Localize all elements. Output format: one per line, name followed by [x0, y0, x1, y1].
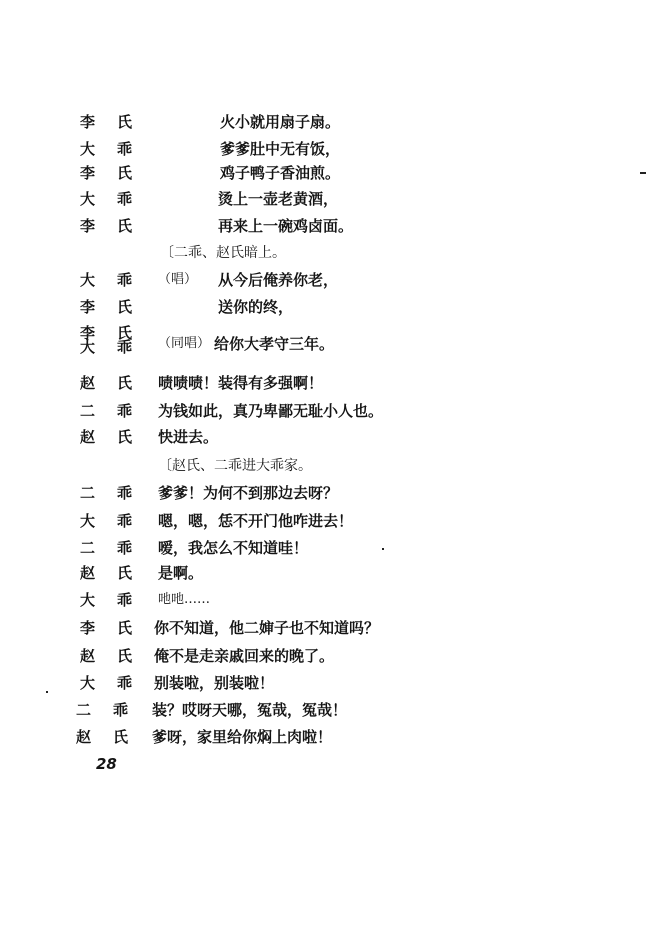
dialogue-line [0, 670, 655, 696]
dialogue-text: 爹爹肚中无有饭， [220, 140, 341, 158]
speaker-name: 大乖 [80, 271, 155, 289]
speaker-name: 大乖 [80, 190, 155, 208]
speaker-name: 赵氏 [80, 564, 155, 582]
speaker-name: 二乖 [76, 701, 151, 719]
dialogue-line [0, 109, 655, 135]
speaker-name: 大乖 [80, 140, 155, 158]
dialogue-text: 爹呀，家里给你焖上肉啦！ [152, 728, 333, 746]
dialogue-line [0, 267, 655, 293]
dialogue-text: 别装啦，别装啦！ [154, 674, 275, 692]
stage-direction-line [0, 453, 655, 479]
dialogue-text: 吔吔…… [158, 592, 211, 607]
singing-direction: （唱） [158, 272, 198, 287]
dialogue-text: 嗯，嗯，恁不开门他咋进去！ [158, 512, 354, 530]
dialogue-text: 爹爹！为何不到那边去呀？ [158, 484, 339, 502]
dialogue-text: 你不知道，他二婶子也不知道吗？ [154, 619, 380, 637]
dialogue-line [0, 186, 655, 212]
speaker-name: 大乖 [80, 512, 155, 530]
dialogue-line [0, 560, 655, 586]
dialogue-line [0, 480, 655, 506]
scan-speck [382, 548, 384, 550]
dialogue-line [0, 370, 655, 396]
dialogue-line [0, 294, 655, 320]
speaker-name: 大乖 [80, 674, 155, 692]
dialogue-text: 是啊。 [158, 564, 204, 582]
scan-speck [46, 691, 48, 693]
dialogue-line [0, 424, 655, 450]
dialogue-line [0, 398, 655, 424]
dialogue-line [0, 615, 655, 641]
dialogue-text: 俺不是走亲戚回来的晚了。 [154, 647, 335, 665]
dialogue-text: 鸡子鸭子香油煎。 [220, 164, 341, 182]
dialogue-text: 为钱如此，真乃卑鄙无耻小人也。 [158, 402, 384, 420]
page-number: 28 [96, 755, 117, 773]
dialogue-line [0, 213, 655, 239]
dialogue-line [0, 136, 655, 162]
speaker-name: 赵氏 [76, 728, 151, 746]
dialogue-line [0, 724, 655, 750]
speaker-name: 大乖 [80, 591, 155, 609]
dialogue-line [0, 697, 655, 723]
speaker-name: 李氏 [80, 217, 155, 235]
dialogue-text: 嗳，我怎么不知道哇！ [158, 539, 309, 557]
dialogue-line [0, 508, 655, 534]
speaker-name: 赵氏 [80, 647, 155, 665]
speaker-name: 赵氏 [80, 428, 155, 446]
speaker-name: 李氏 [80, 113, 155, 131]
speaker-name: 李氏 [80, 324, 155, 342]
dialogue-text: 送你的终， [218, 298, 294, 316]
speaker-name: 二乖 [80, 484, 155, 502]
speaker-name: 赵氏 [80, 374, 155, 392]
dialogue-text: 给你大孝守三年。 [214, 335, 335, 353]
scan-speck [640, 172, 646, 174]
speaker-name: 二乖 [80, 539, 155, 557]
speaker-name: 二乖 [80, 402, 155, 420]
dialogue-line [0, 587, 655, 613]
stage-direction: 〔赵氏、二乖进大乖家。 [158, 458, 312, 474]
speaker-name: 李氏 [80, 619, 155, 637]
speaker-name: 李氏 [80, 164, 155, 182]
singing-direction: （同唱） [158, 336, 211, 351]
speaker-name: 李氏 [80, 298, 155, 316]
dialogue-line [0, 643, 655, 669]
dialogue-line [0, 160, 655, 186]
dialogue-text: 快进去。 [158, 428, 219, 446]
dialogue-text: 再来上一碗鸡卤面。 [218, 217, 354, 235]
stage-direction: 〔二乖、赵氏暗上。 [160, 245, 286, 261]
dialogue-line-duet [0, 326, 655, 362]
dialogue-text: 烫上一壶老黄酒， [218, 190, 339, 208]
dialogue-line [0, 535, 655, 561]
dialogue-text: 从今后俺养你老， [218, 271, 339, 289]
dialogue-text: 啧啧啧！装得有多强啊！ [158, 374, 324, 392]
stage-direction-line [0, 240, 655, 266]
dialogue-text: 装？哎呀天哪，冤哉，冤哉！ [152, 701, 348, 719]
speaker-name: 大乖 [80, 338, 155, 356]
dialogue-text: 火小就用扇子扇。 [220, 113, 341, 131]
